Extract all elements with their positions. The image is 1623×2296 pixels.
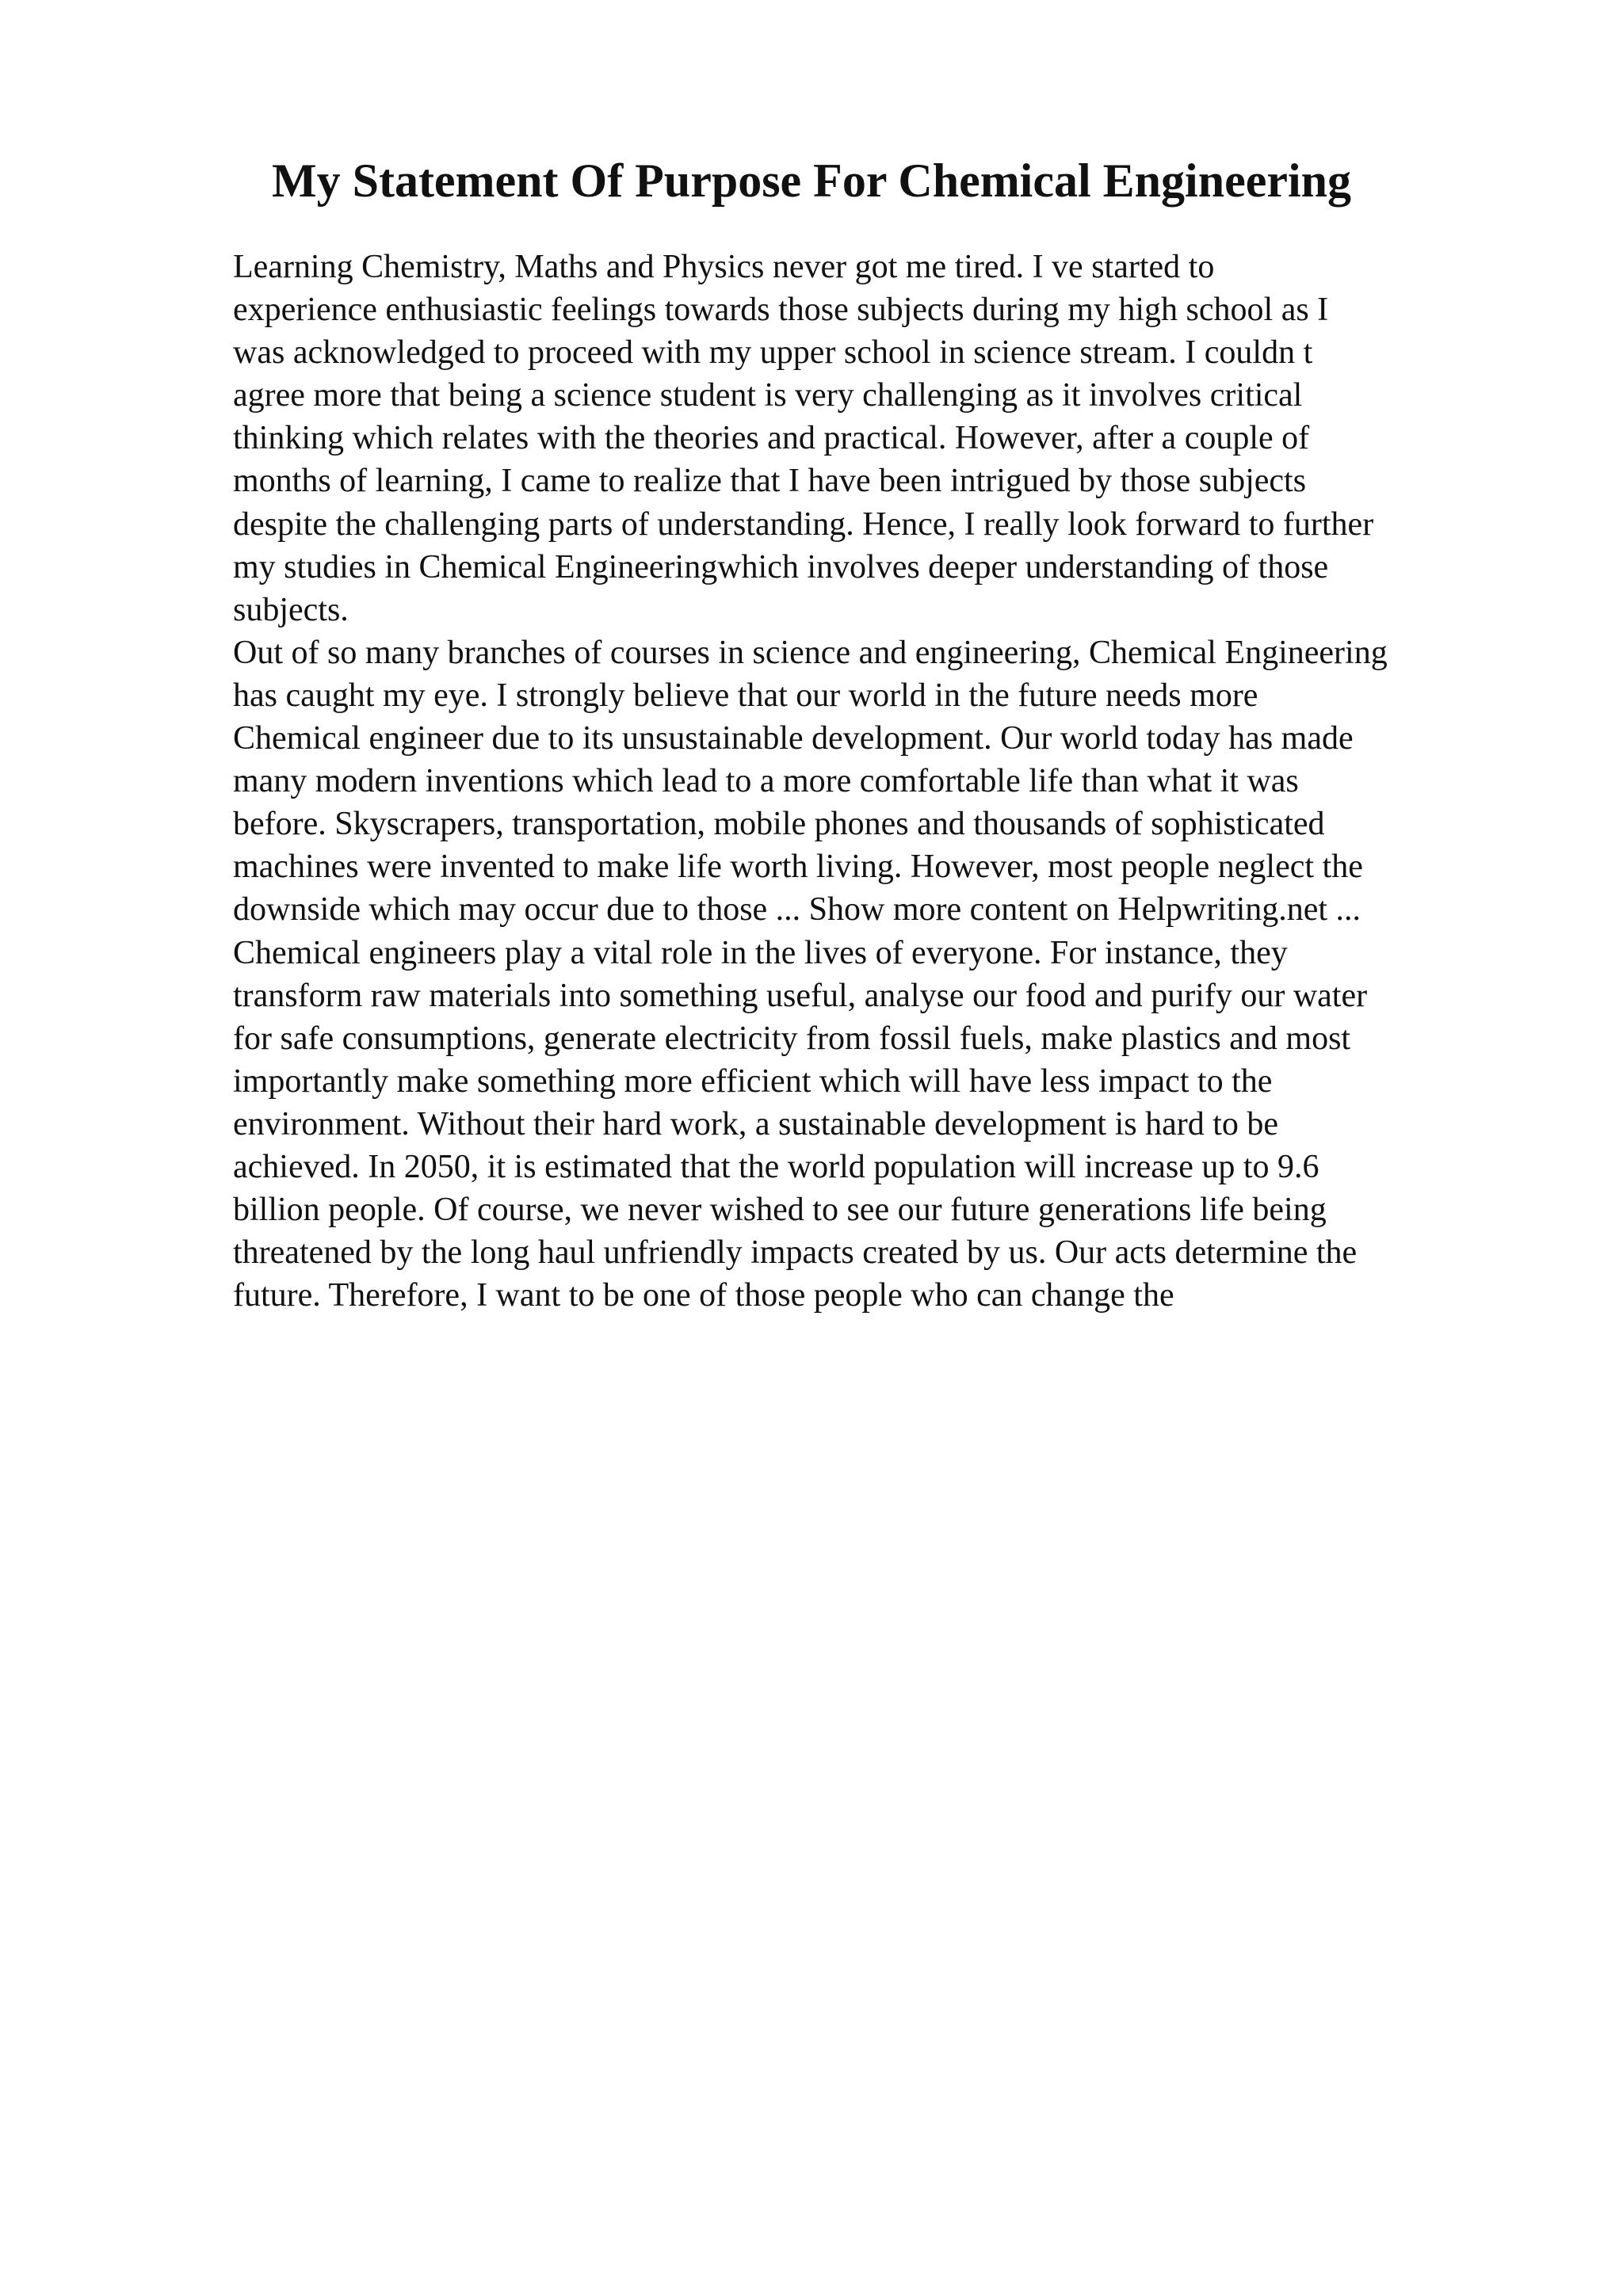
body-line: machines were invented to make life worth living. However, most people neglect the xyxy=(233,849,1363,886)
body-line: Chemical engineer due to its unsustainable development. Our world today has made xyxy=(233,720,1354,757)
body-line: achieved. In 2050, it is estimated that the world population will increase up to 9.6 xyxy=(233,1148,1319,1185)
document-body xyxy=(233,246,1612,1317)
body-line: Out of so many branches of courses in science and engineering, Chemical Engineering xyxy=(233,634,1388,671)
body-line: transform raw materials into something useful, analyse our food and purify our water xyxy=(233,977,1368,1014)
body-line: for safe consumptions, generate electricity from fossil fuels, make plastics and most xyxy=(233,1020,1351,1057)
body-line: Chemical engineers play a vital role in the lives of everyone. For instance, they xyxy=(233,934,1288,971)
body-line: importantly make something more efficient which will have less impact to the xyxy=(233,1062,1273,1100)
body-line: has caught my eye. I strongly believe that our world in the future needs more xyxy=(233,677,1258,714)
body-line: agree more that being a science student is very challenging as it involves critical xyxy=(233,377,1303,414)
body-line: thinking which relates with the theories and practical. However, after a couple of xyxy=(233,420,1310,457)
body-line: subjects. xyxy=(233,591,349,628)
body-line: was acknowledged to proceed with my upper school in science stream. I couldn t xyxy=(233,334,1313,372)
document-title: My Statement Of Purpose For Chemical Engineering xyxy=(271,154,1352,207)
body-line: despite the challenging parts of understanding. Hence, I really look forward to further xyxy=(233,505,1374,543)
body-line: many modern inventions which lead to a more comfortable life than what it was xyxy=(233,763,1299,800)
body-line: Learning Chemistry, Maths and Physics never got me tired. I ve started to xyxy=(233,249,1215,285)
body-line: threatened by the long haul unfriendly impacts created by us. Our acts determine the xyxy=(233,1234,1358,1272)
body-line: downside which may occur due to those ... Show more content on Helpwriting.net ... xyxy=(233,891,1361,929)
body-line: months of learning, I came to realize that I have been intrigued by those subjects xyxy=(233,463,1307,500)
body-line: experience enthusiastic feelings towards those subjects during my high school as I xyxy=(233,292,1329,329)
body-line: environment. Without their hard work, a sustainable development is hard to be xyxy=(233,1105,1279,1142)
body-line: future. Therefore, I want to be one of those people who can change the xyxy=(233,1277,1174,1314)
body-line: billion people. Of course, we never wished to see our future generations life being xyxy=(233,1192,1327,1229)
body-line: my studies in Chemical Engineeringwhich involves deeper understanding of those xyxy=(233,548,1329,585)
body-line: before. Skyscrapers, transportation, mobile phones and thousands of sophisticated xyxy=(233,806,1325,843)
